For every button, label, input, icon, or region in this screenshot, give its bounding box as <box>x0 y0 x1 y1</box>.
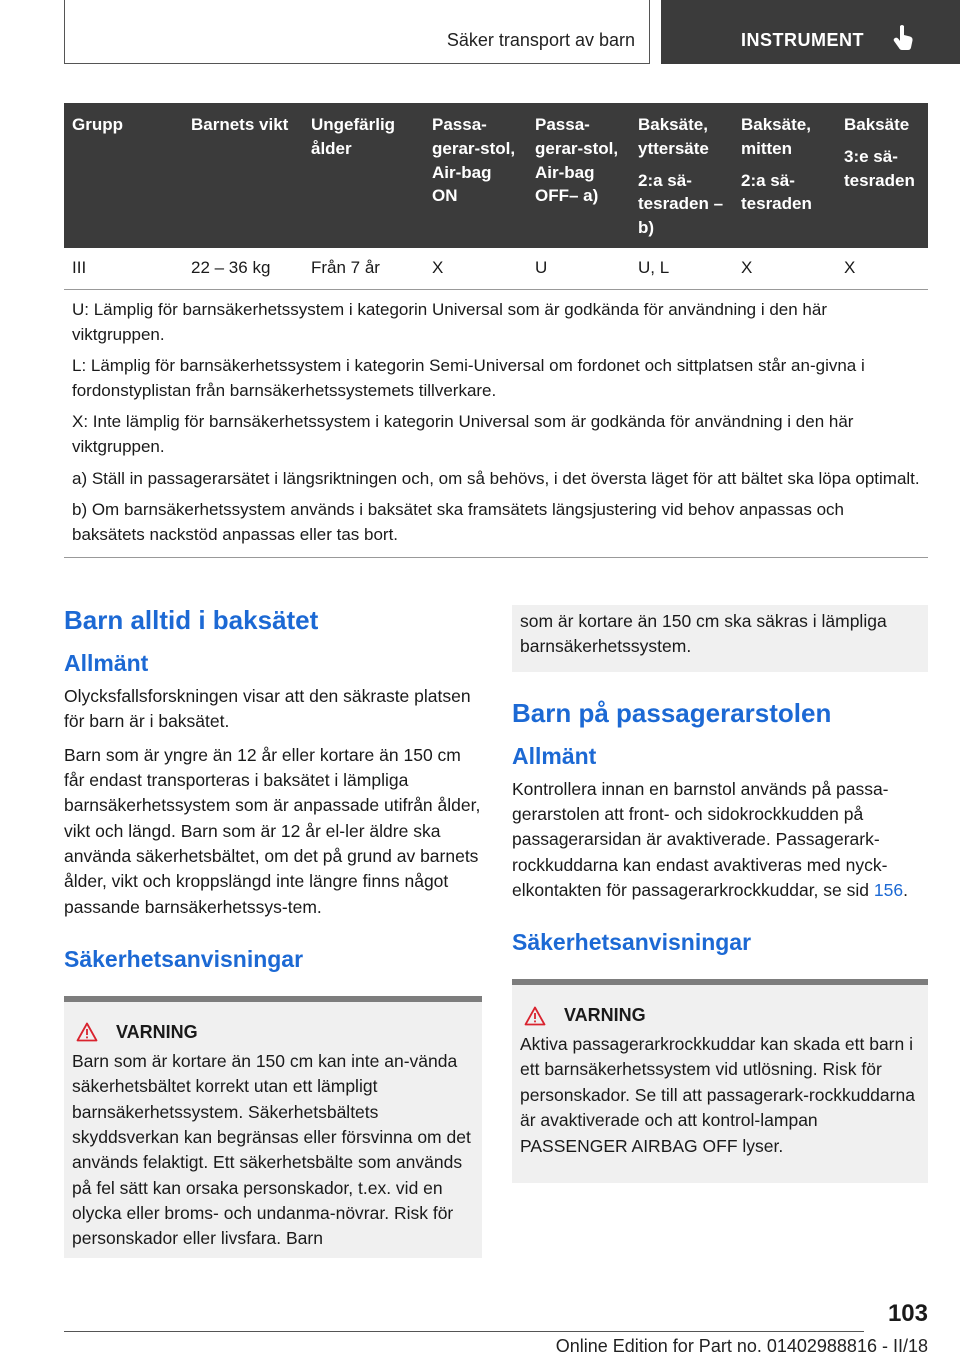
header-section-box <box>64 0 650 64</box>
warning-title: VARNING <box>520 1005 920 1026</box>
table-cell: U <box>527 248 630 289</box>
table-cell: 22 – 36 kg <box>183 248 303 289</box>
safety-heading: Säkerhetsanvisningar <box>512 929 752 956</box>
table-header-cell: Grupp <box>64 103 183 248</box>
page-number: 103 <box>887 1300 928 1327</box>
table-note: a) Ställ in passagerarsätet i längsriktningen och, om så behövs, i det översta läget för att bältet ska löpa optimalt. <box>72 468 920 488</box>
right-column <box>512 605 928 1183</box>
page-link[interactable]: 156 <box>873 880 904 901</box>
header-chapter-box <box>661 0 960 64</box>
table-cell: X <box>733 248 836 289</box>
table-cell: X <box>836 248 928 289</box>
paragraph: Olycksfallsforskningen visar att den säkraste platsen för barn är i baksätet. <box>64 685 471 732</box>
warning-box <box>64 996 482 1258</box>
paragraph: Kontrollera innan en barnstol används på passa-gerarstolen att front- och sidokrockkudden på passagerarsidan är avaktiverade. Passagerark-rockkuddarna kan endast avaktiveras med nyck-elkontakten för passagerarkrockkuddar, se sid 156. <box>512 778 908 901</box>
table-header-cell: Baksäte, yttersäte 2:a sä-tesraden – b) <box>630 103 733 248</box>
table-cell: Från 7 år <box>303 248 424 289</box>
section-title: Barn alltid i baksätet <box>64 605 319 635</box>
warning-text: Aktiva passagerarkrockkuddar kan skada ett barn i ett barnsäkerhetssystem vid utlösning. Risk för personskador. Se till att passagerark-rockkuddarna är avaktiverade och att kontrol-lampan PASSENGER AIRBAG OFF lyser. <box>520 1034 915 1156</box>
table-cell: X <box>424 248 527 289</box>
table-notes-row <box>64 289 928 557</box>
table-notes-cell <box>64 289 928 557</box>
warning-box-continued <box>512 605 928 672</box>
table-header-cell: Ungefärlig ålder <box>303 103 424 248</box>
warning-box <box>512 979 928 1183</box>
table-note: b) Om barnsäkerhetssystem används i baksätet ska framsätets längsjustering vid behov anpassas och baksätets nackstöd anpassas eller tas bort. <box>72 500 844 545</box>
table-note: U: Lämplig för barnsäkerhetssystem i kategorin Universal som är godkända för användning i den här viktgruppen. <box>72 299 828 344</box>
header-section-title: Säker transport av barn <box>446 30 635 50</box>
warning-title: VARNING <box>72 1022 474 1043</box>
table-header-cell: Passa-gerar-stol, Air-bag OFF– a) <box>527 103 630 248</box>
table-header-cell: Barnets vikt <box>183 103 303 248</box>
table-header-cell: Baksäte, mitten 2:a sä-tesraden <box>733 103 836 248</box>
warning-triangle-icon <box>524 1006 546 1026</box>
safety-heading: Säkerhetsanvisningar <box>64 946 304 973</box>
table-header-cell: Passa-gerar-stol, Air-bag ON <box>424 103 527 248</box>
header-chapter-title: INSTRUMENT <box>741 30 864 50</box>
warning-text: Barn som är kortare än 150 cm kan inte an-vända säkerhetsbältet korrekt utan ett lämpligt barnsäkerhetssystem. Säkerhetsbältets skyddsverkan kan begränsas eller försvinna om det används felaktigt. Ett säkerhetsbälte som används på fel sätt kan orsaka personskador, t.ex. vid en olycka eller broms- och undanma-növrar. Risk för personskador eller livsfara. Barn <box>72 1050 471 1249</box>
hand-touch-icon <box>893 24 915 50</box>
table-row <box>64 248 928 289</box>
table-header-row <box>64 103 928 248</box>
left-column <box>64 605 482 1258</box>
table-cell: U, L <box>630 248 733 289</box>
warning-text: som är kortare än 150 cm ska säkras i lämpliga barnsäkerhetssystem. <box>520 611 887 657</box>
child-seat-table <box>64 103 928 558</box>
footer-edition: Online Edition for Part no. 01402988816 - II/18 <box>555 1336 928 1356</box>
table-note: L: Lämplig för barnsäkerhetssystem i kategorin Semi-Universal om fordonet och sittplatsen står an-givna i fordonstyplistan från barnsäkerhetssystemets tillverkare. <box>72 356 865 400</box>
section-title: Barn på passagerarstolen <box>512 697 832 728</box>
table-cell: III <box>64 248 183 289</box>
warning-triangle-icon <box>76 1022 98 1042</box>
subsection-title: Allmänt <box>512 742 597 769</box>
table-note: X: Inte lämplig för barnsäkerhetssystem i kategorin Universal som är godkända för användning i den här viktgruppen. <box>72 412 854 457</box>
table-header-cell: Baksäte 3:e sä-tesraden <box>836 103 928 248</box>
subsection-title: Allmänt <box>64 650 149 677</box>
paragraph: Barn som är yngre än 12 år eller kortare än 150 cm får endast transporteras i baksätet i lämpliga barnsäkerhetssystem som är anpassade utifrån ålder, vikt och längd. Barn som är 12 år el-ler äldre ska använda säkerhetsbältet, om det på grund av barnets ålder, vikt och kroppslängd inte längre finns något passande barnsäkerhetssys-tem. <box>64 744 481 917</box>
footer-divider <box>64 1331 864 1332</box>
